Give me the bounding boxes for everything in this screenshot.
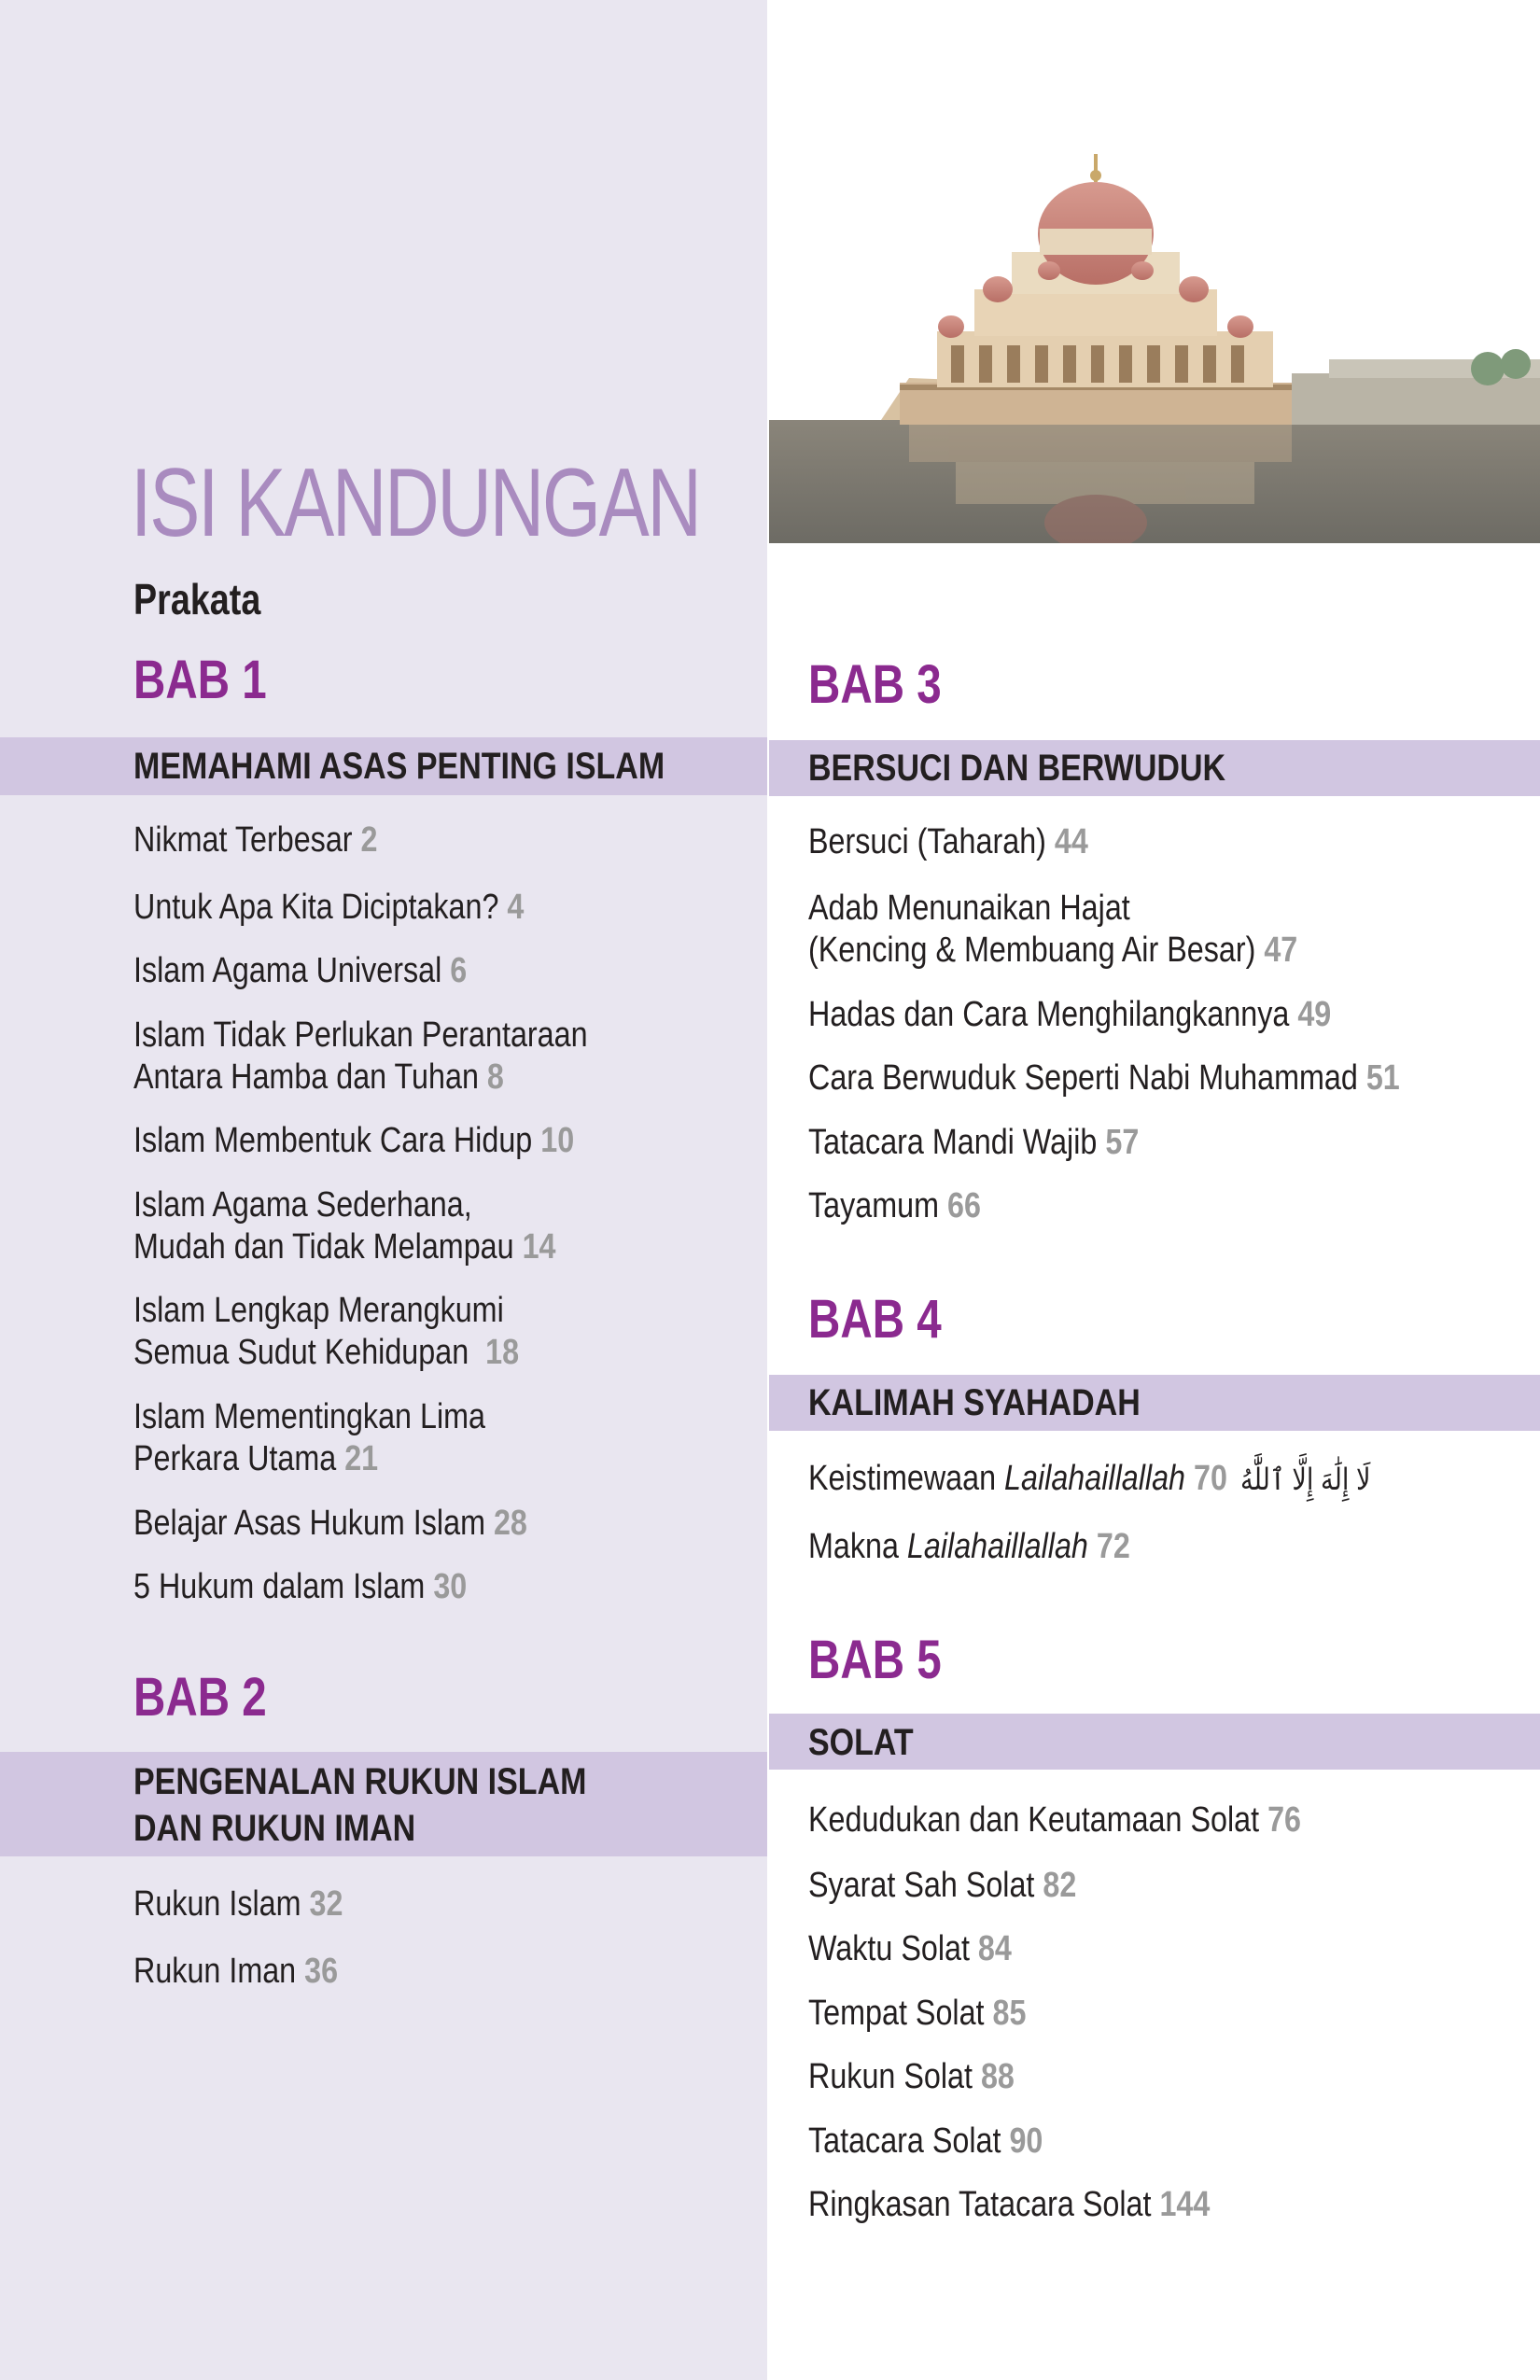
toc-entry[interactable]: Adab Menunaikan Hajat (Kencing & Membuang Air Besar) 47 xyxy=(808,889,1298,970)
toc-entry[interactable]: Belajar Asas Hukum Islam 28 xyxy=(133,1504,527,1543)
chapter-1-label: BAB 1 xyxy=(133,650,267,710)
page-number: 84 xyxy=(977,1929,1012,1968)
toc-entry[interactable]: Tempat Solat 85 xyxy=(808,1994,1027,2033)
page-number: 21 xyxy=(344,1439,379,1478)
page-number: 66 xyxy=(946,1186,981,1225)
toc-entry[interactable]: Islam Mementingkan Lima Perkara Utama 21 xyxy=(133,1397,485,1478)
toc-entry[interactable]: Hadas dan Cara Menghilangkannya 49 xyxy=(808,995,1332,1034)
mosque-illustration xyxy=(769,140,1540,543)
page-number: 90 xyxy=(1009,2121,1043,2161)
page-number: 14 xyxy=(522,1227,556,1267)
chapter-2-label: BAB 2 xyxy=(133,1667,267,1728)
page-number: 28 xyxy=(493,1504,527,1543)
page-number: 30 xyxy=(433,1567,468,1606)
toc-entry[interactable]: 5 Hukum dalam Islam 30 xyxy=(133,1567,468,1606)
toc-entry[interactable]: Cara Berwuduk Seperti Nabi Muhammad 51 xyxy=(808,1058,1400,1098)
toc-entry[interactable]: Rukun Solat 88 xyxy=(808,2057,1015,2096)
toc-entry[interactable]: Islam Tidak Perlukan Perantaraan Antara Hamba dan Tuhan 8 xyxy=(133,1015,588,1097)
chapter-5-heading: SOLAT xyxy=(808,1722,914,1763)
toc-entry[interactable]: Kedudukan dan Keutamaan Solat 76 xyxy=(808,1800,1302,1840)
toc-entry[interactable]: Islam Membentuk Cara Hidup 10 xyxy=(133,1121,575,1160)
toc-entry[interactable]: Untuk Apa Kita Diciptakan? 4 xyxy=(133,888,525,927)
page-number: 36 xyxy=(304,1952,339,1991)
chapter-3-label: BAB 3 xyxy=(808,654,942,715)
toc-entry[interactable]: Ringkasan Tatacara Solat 144 xyxy=(808,2185,1211,2224)
page-number: 51 xyxy=(1365,1058,1400,1098)
page-number: 57 xyxy=(1105,1123,1140,1162)
toc-entry[interactable]: Nikmat Terbesar 2 xyxy=(133,820,378,860)
page-title: ISI KANDUNGAN xyxy=(131,449,700,557)
toc-entry[interactable]: Waktu Solat 84 xyxy=(808,1929,1012,1968)
toc-entry[interactable]: Rukun Islam 32 xyxy=(133,1884,343,1924)
toc-entry[interactable]: Makna Lailahaillallah 72 xyxy=(808,1527,1130,1566)
chapter-1-heading: MEMAHAMI ASAS PENTING ISLAM xyxy=(133,746,665,787)
toc-entry[interactable]: Islam Lengkap Merangkumi Semua Sudut Kehidupan 18 xyxy=(133,1291,520,1372)
page-number: 82 xyxy=(1043,1866,1077,1905)
page-number: 88 xyxy=(980,2057,1015,2096)
chapter-3-heading: BERSUCI DAN BERWUDUK xyxy=(808,748,1226,789)
page-number: 72 xyxy=(1096,1527,1130,1566)
arabic-text: لَا إِلَٰهَ إِلَّا ٱللَّٰهُ xyxy=(1239,1463,1371,1496)
page-number: 8 xyxy=(486,1057,504,1097)
preface-link[interactable]: Prakata xyxy=(133,575,261,623)
toc-entry[interactable]: Tatacara Solat 90 xyxy=(808,2121,1043,2161)
page-number: 6 xyxy=(450,951,468,990)
toc-entry[interactable]: Islam Agama Universal 6 xyxy=(133,951,468,990)
toc-entry[interactable]: Tatacara Mandi Wajib 57 xyxy=(808,1123,1140,1162)
page-number: 70 xyxy=(1193,1459,1227,1498)
toc-entry[interactable]: Rukun Iman 36 xyxy=(133,1952,339,1991)
page-number: 18 xyxy=(485,1333,520,1372)
toc-entry[interactable]: Keistimewaan Lailahaillallah لَا إِلَٰهَ إِلَّا ٱللَّٰهُ 70 xyxy=(808,1459,1371,1498)
page-number: 76 xyxy=(1267,1800,1302,1840)
chapter-4-label: BAB 4 xyxy=(808,1289,942,1350)
page-number: 44 xyxy=(1054,822,1088,861)
page-number: 4 xyxy=(507,888,525,927)
page-number: 47 xyxy=(1264,931,1298,970)
toc-entry[interactable]: Syarat Sah Solat 82 xyxy=(808,1866,1077,1905)
page-number: 32 xyxy=(309,1884,343,1924)
page-number: 10 xyxy=(540,1121,575,1160)
toc-entry[interactable]: Tayamum 66 xyxy=(808,1186,981,1225)
toc-entry[interactable]: Islam Agama Sederhana, Mudah dan Tidak Melampau 14 xyxy=(133,1185,556,1267)
mosque-photo xyxy=(769,140,1540,543)
page-number: 85 xyxy=(992,1994,1027,2033)
page-number: 2 xyxy=(360,820,378,860)
chapter-5-label: BAB 5 xyxy=(808,1630,942,1690)
toc-entry[interactable]: Bersuci (Taharah) 44 xyxy=(808,822,1088,861)
page-number: 49 xyxy=(1297,995,1332,1034)
chapter-2-heading: PENGENALAN RUKUN ISLAM DAN RUKUN IMAN xyxy=(133,1761,587,1849)
page-number: 144 xyxy=(1159,2185,1211,2224)
chapter-4-heading: KALIMAH SYAHADAH xyxy=(808,1382,1141,1423)
